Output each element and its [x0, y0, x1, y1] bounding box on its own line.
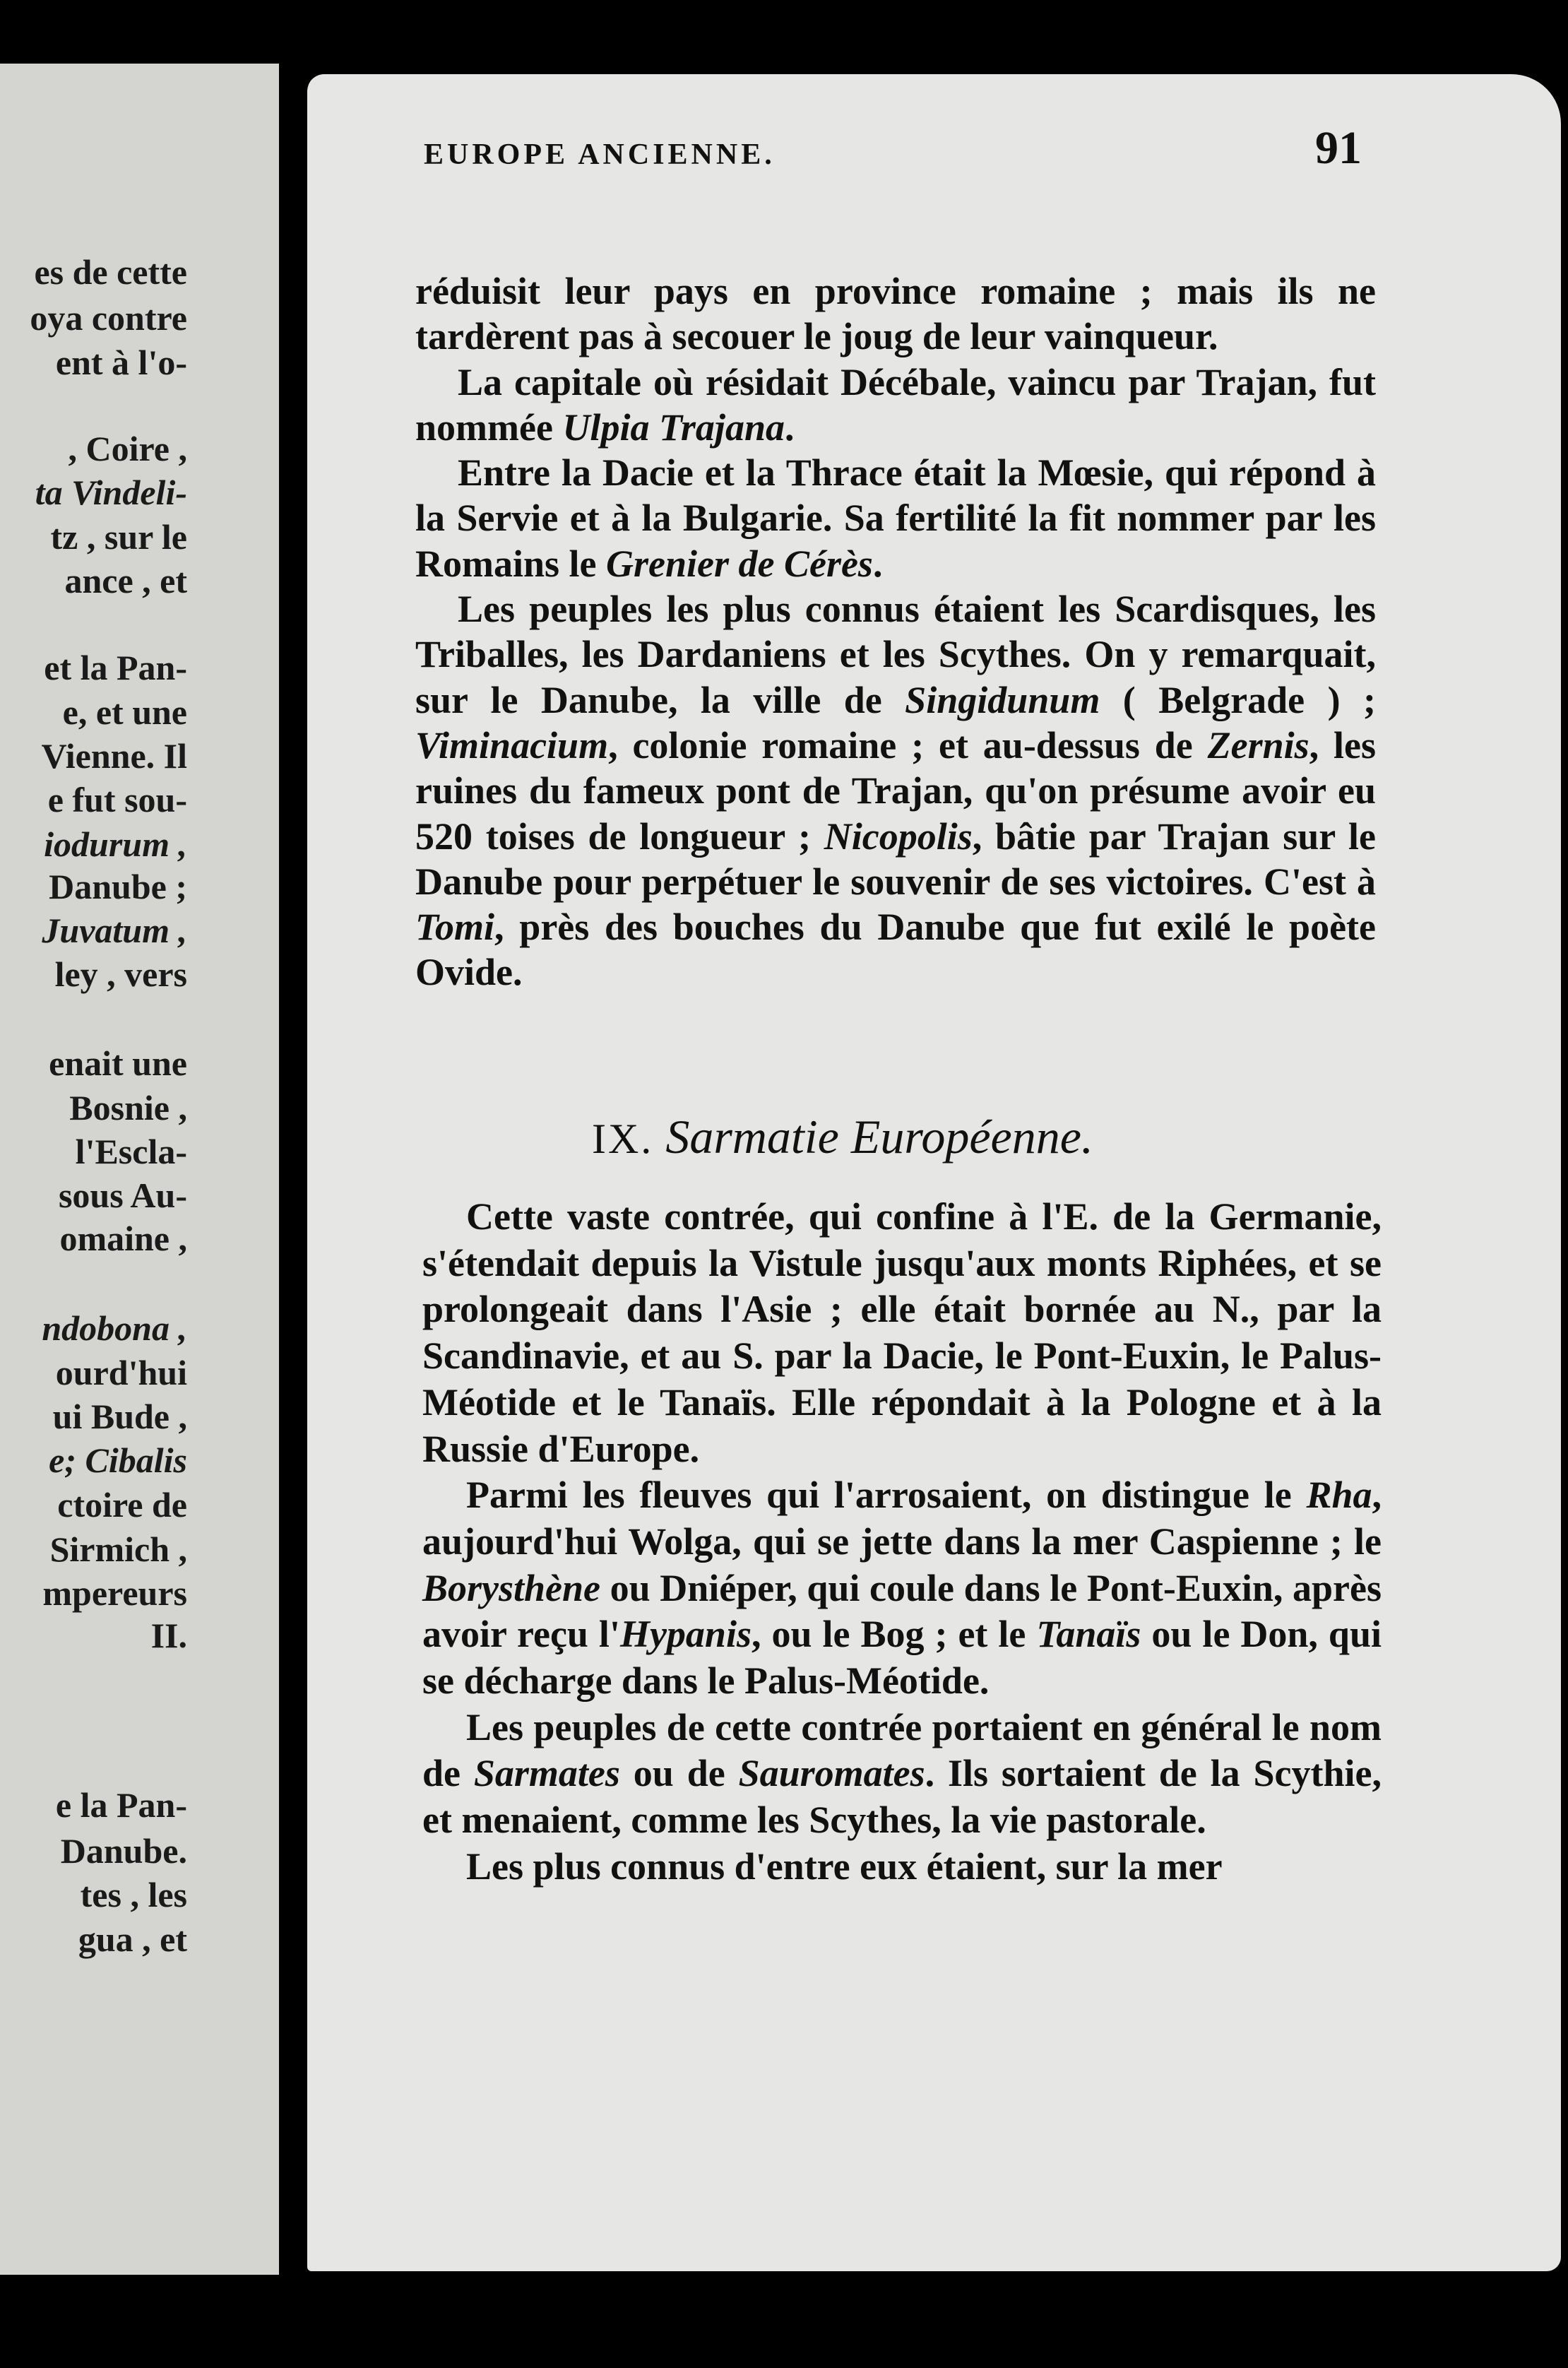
facing-page-fragment: ance , et	[64, 561, 187, 600]
running-head: EUROPE ANCIENNE.	[424, 138, 776, 171]
facing-page-fragment: ourd'hui	[55, 1353, 187, 1392]
text-block-sarmatia	[422, 1194, 1382, 1890]
paragraph-continuation: réduisit leur pays en province romaine ; mais ils ne tardèrent pas à secouer le joug de leur vainqueur.	[415, 270, 1376, 358]
facing-page-fragment: Juvatum ,	[42, 911, 187, 950]
facing-page-fragment: es de cette	[34, 252, 187, 292]
facing-page-fragment: Danube ;	[49, 867, 187, 906]
page-number: 91	[1315, 122, 1362, 174]
facing-page-fragment: gua , et	[78, 1919, 187, 1959]
paragraph-peoples: Les peuples les plus connus étaient les Scardisques, les Triballes, les Dardaniens et les Scythes. On y remarquait, sur le Danube, la ville de Singidunum ( Belgrade ) ; Viminacium, colonie romaine ; et au-dessus de Zernis, les ruines du fameux pont de Trajan, qu'on présume avoir eu 520 toises de longueur ; Nicopolis, bâtie par Trajan sur le Danube pour perpétuer le souvenir de ses victoires. C'est à Tomi, près des bouches du Danube que fut exilé le poète Ovide.	[415, 588, 1376, 994]
section-number: IX.	[592, 1115, 654, 1162]
facing-page-fragment: omaine ,	[59, 1219, 187, 1258]
facing-page-fragment: Bosnie ,	[69, 1088, 187, 1127]
paragraph-capital: La capitale où résidait Décébale, vaincu par Trajan, fut nommée Ulpia Trajana.	[415, 360, 1376, 449]
facing-page-fragment: iodurum ,	[44, 824, 187, 864]
section-title: Sarmatie Européenne.	[665, 1110, 1093, 1164]
facing-page-fragment: e; Cibalis	[49, 1440, 187, 1480]
facing-page-fragment: Danube.	[60, 1831, 187, 1871]
paragraph-rivers: Parmi les fleuves qui l'arrosaient, on distingue le Rha, aujourd'hui Wolga, qui se jette dans la mer Caspienne ; le Borysthène ou Dniéper, qui coule dans le Pont-Euxin, après avoir reçu l'Hypanis, ou le Bog ; et le Tanaïs ou le Don, qui se décharge dans le Palus-Méotide.	[422, 1474, 1382, 1703]
paragraph-known-peoples: Les plus connus d'entre eux étaient, sur la mer	[466, 1845, 1223, 1888]
facing-page-fragment: sous Au-	[58, 1176, 187, 1215]
facing-page-fragment: Sirmich ,	[49, 1529, 187, 1569]
facing-page-fragment: ctoire de	[57, 1485, 187, 1525]
facing-page-edge	[0, 64, 279, 2275]
facing-page-fragment: ta Vindeli-	[35, 473, 187, 512]
paragraph-moesia: Entre la Dacie et la Thrace était la Mœsie, qui répond à la Servie et à la Bulgarie. Sa fertilité la fit nommer par les Romains le Grenier de Cérès.	[415, 451, 1376, 585]
facing-page-fragment: ui Bude ,	[52, 1397, 187, 1436]
text-block-dacia-moesia	[415, 268, 1376, 995]
facing-page-fragment: l'Escla-	[75, 1132, 187, 1171]
facing-page-fragment: e la Pan-	[55, 1785, 187, 1825]
facing-page-fragment: Vienne. Il	[41, 736, 187, 776]
section-heading	[592, 1109, 1369, 1165]
facing-page-fragment: ent à l'o-	[55, 343, 187, 382]
facing-page-fragment: et la Pan-	[44, 648, 187, 687]
paragraph-extent: Cette vaste contrée, qui confine à l'E. de la Germanie, s'étendait depuis la Vistule jusqu'aux monts Riphées, et se prolongeait dans l'Asie ; elle était bornée au N., par la Scandinavie, et au S. par la Dacie, le Pont-Euxin, le Palus-Méotide et le Tanaïs. Elle répondait à la Pologne et à la Russie d'Europe.	[422, 1195, 1382, 1470]
facing-page-fragment: tz , sur le	[50, 517, 187, 557]
facing-page-fragment: mpereurs	[42, 1573, 187, 1613]
page-gutter	[279, 0, 307, 2368]
facing-page-fragment: II.	[150, 1616, 187, 1655]
facing-page-fragment: ley , vers	[54, 954, 187, 994]
facing-page-fragment: e fut sou-	[47, 780, 187, 819]
paragraph-sarmates: Les peuples de cette contrée portaient en général le nom de Sarmates ou de Sauromates. Ils sortaient de la Scythie, et menaient, comme les Scythes, la vie pastorale.	[422, 1705, 1382, 1842]
facing-page-fragment: enait une	[49, 1043, 187, 1083]
facing-page-fragment: e, et une	[62, 692, 187, 732]
facing-page-fragment: oya contre	[30, 298, 187, 338]
facing-page-fragment: ndobona ,	[42, 1308, 187, 1348]
facing-page-fragment: tes , les	[80, 1875, 187, 1914]
facing-page-fragment: , Coire ,	[68, 429, 187, 468]
